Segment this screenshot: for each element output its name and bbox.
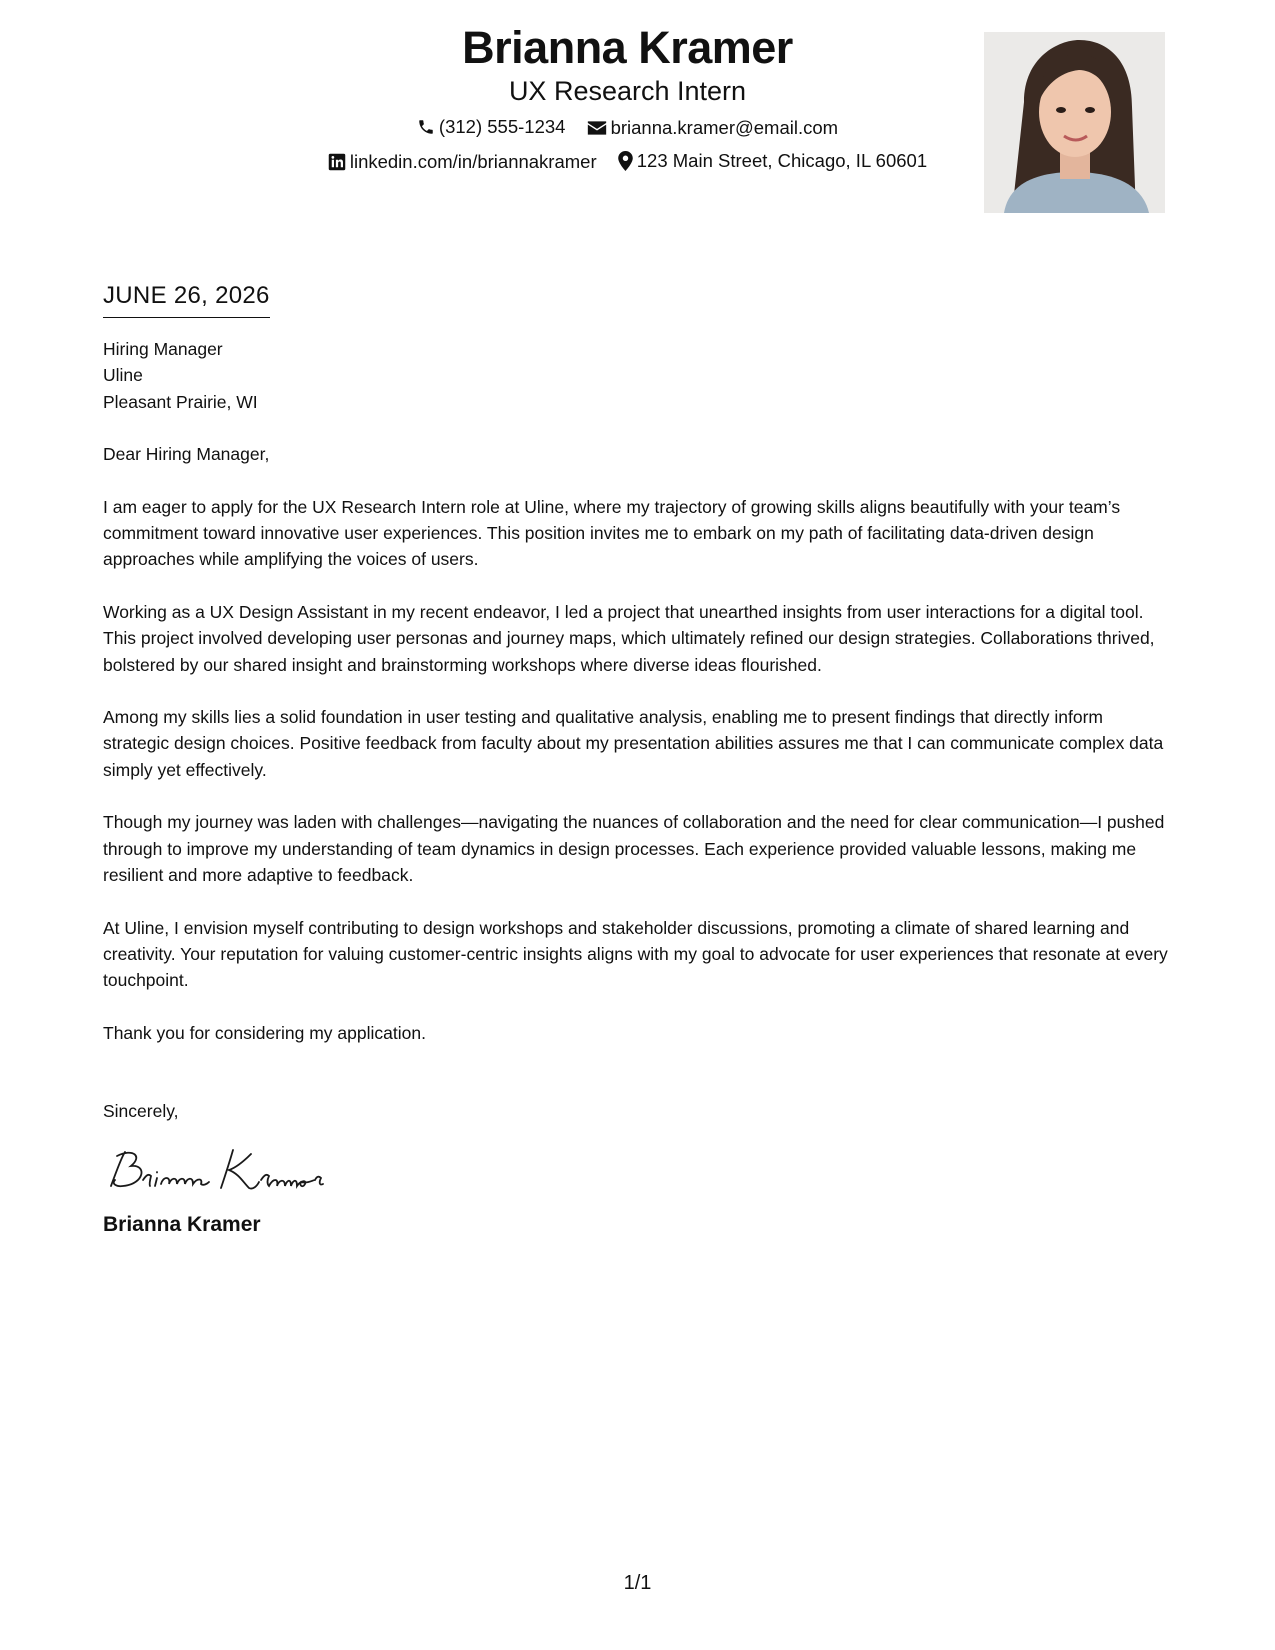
phone-contact[interactable] [417,115,566,139]
recipient-block [103,336,1173,415]
map-pin-icon [618,151,633,171]
address-text: 123 Main Street, Chicago, IL 60601 [636,150,928,171]
body-paragraph: Among my skills lies a solid foundation in user testing and qualitative analysis, enabling me to present findings that directly inform strategic design choices. Positive feedback from faculty about my presentation abilities assures me that I can communicate complex data simply yet effectively. [103,707,1164,780]
body-paragraph: At Uline, I envision myself contributing to design workshops and stakeholder discussions, promoting a climate of shared learning and creativity. Your reputation for valuing customer-centric insights aligns with my goal to advocate for user experiences that resonate at every touchpoint. [103,917,1168,991]
resume-header [200,22,1055,177]
linkedin-contact[interactable] [328,150,597,174]
envelope-icon [587,120,607,136]
contact-line-2 [200,149,1055,177]
closing: Sincerely, [103,1101,179,1122]
profile-photo [984,32,1165,213]
body-paragraph: Though my journey was laden with challenges—navigating the nuances of collaboration and the need for clear communication—I pushed through to improve my understanding of team dynamics in design processes. Each experience provided valuable lessons, making me resilient and more adaptive to feedback. [103,812,1165,885]
contact-line-1 [200,115,1055,142]
handwritten-signature [103,1140,1173,1200]
body-paragraph: Working as a UX Design Assistant in my recent endeavor, I led a project that unearthed insights from user interactions for a digital tool. This project involved developing user personas and journey maps, which ultimately refined our design strategies. Collaborations thrived, bolstered by our shared insight and brainstorming workshops where diverse ideas flourished. [103,601,1155,675]
applicant-title: UX Research Intern [508,76,747,106]
email-contact[interactable] [587,116,839,140]
letter-body [103,281,1173,1239]
linkedin-icon [328,153,346,171]
phone-text: (312) 555-1234 [438,116,566,137]
recipient-line: Uline [103,365,143,386]
body-paragraph: Thank you for considering my application. [103,1022,426,1043]
email-text: brianna.kramer@email.com [610,117,839,138]
recipient-line: Pleasant Prairie, WI [103,391,258,412]
phone-icon [417,118,435,136]
signer-name: Brianna Kramer [103,1213,261,1237]
body-paragraph: I am eager to apply for the UX Research Intern role at Uline, where my trajectory of growing skills aligns beautifully with your team’s commitment toward innovative user experiences. This position invites me to embark on my path of facilitating data-driven design approaches while amplifying the voices of users. [103,496,1121,570]
letter-date: JUNE 26, 2026 [103,281,270,318]
linkedin-text: linkedin.com/in/briannakramer [349,151,597,172]
salutation: Dear Hiring Manager, [103,444,270,465]
recipient-line: Hiring Manager [103,339,223,359]
page-number: 1/1 [623,1572,652,1594]
address-contact [618,149,927,173]
applicant-name: Brianna Kramer [462,22,793,73]
